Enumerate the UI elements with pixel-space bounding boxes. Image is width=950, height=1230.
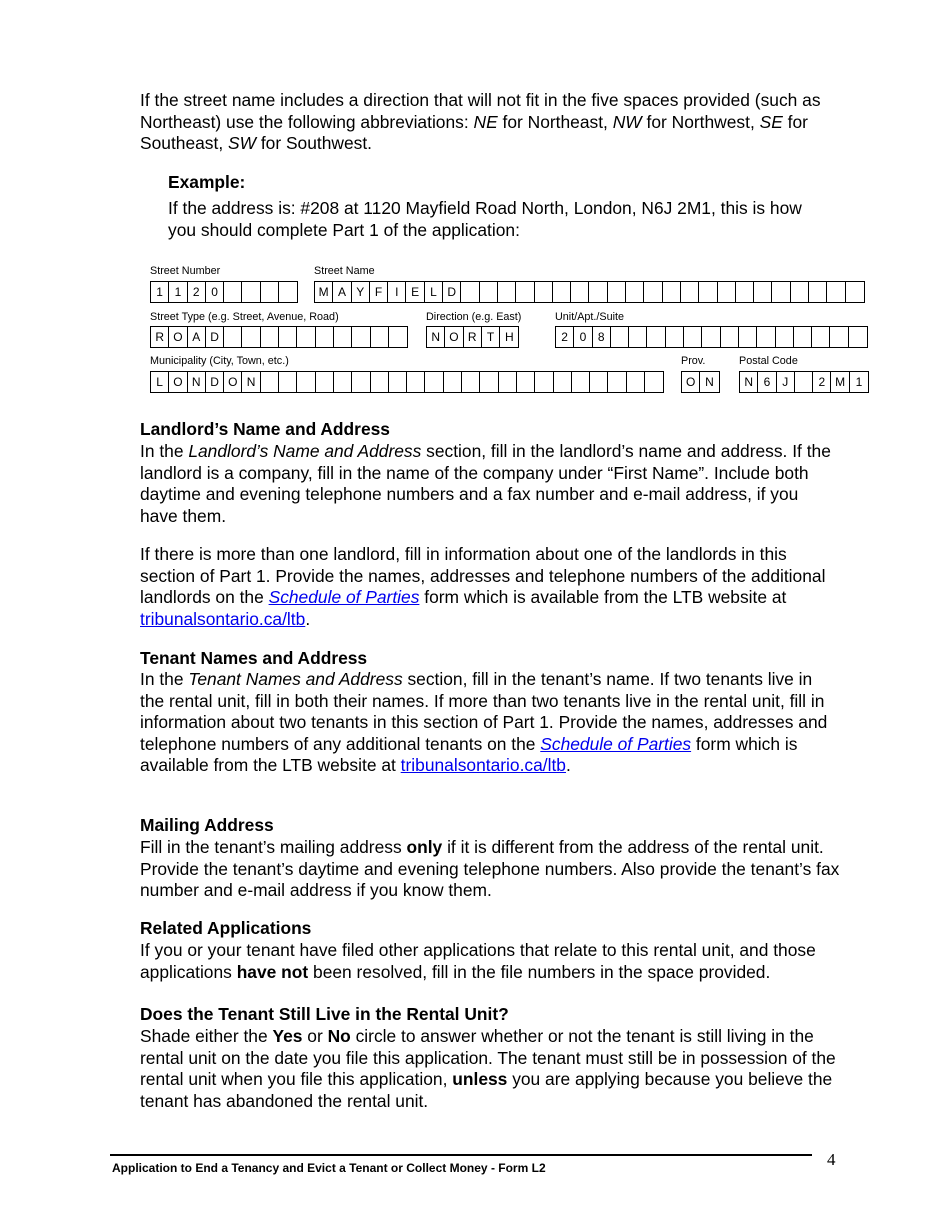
char-box bbox=[535, 282, 553, 302]
intro-text: for Northwest, bbox=[641, 111, 760, 132]
char-box: R bbox=[464, 327, 482, 347]
char-box bbox=[812, 327, 830, 347]
char-box bbox=[389, 327, 407, 347]
char-box: L bbox=[425, 282, 443, 302]
char-box: M bbox=[315, 282, 333, 302]
char-box bbox=[261, 327, 279, 347]
char-box bbox=[849, 327, 867, 347]
related-paragraph bbox=[140, 940, 840, 983]
char-box: 1 bbox=[151, 282, 169, 302]
char-box bbox=[480, 372, 498, 392]
municipality-label: Municipality (City, Town, etc.) bbox=[150, 355, 289, 367]
footer-divider bbox=[110, 1154, 812, 1156]
char-box bbox=[499, 372, 517, 392]
char-box: M bbox=[831, 372, 849, 392]
section-name: Tenant Names and Address bbox=[188, 669, 403, 689]
char-box bbox=[827, 282, 845, 302]
char-box: A bbox=[188, 327, 206, 347]
char-box bbox=[297, 372, 315, 392]
tenant-heading: Tenant Names and Address bbox=[140, 648, 368, 668]
char-box: 2 bbox=[188, 282, 206, 302]
direction-label: Direction (e.g. East) bbox=[426, 311, 522, 323]
char-box: L bbox=[151, 372, 169, 392]
text: If there is more than one landlord, fill in information about one of the landlords in this section of Part 1. Provide the names, addresses and telephone numbers of the additional landlords on the bbox=[140, 544, 826, 608]
text: form which is available from the LTB website at bbox=[140, 733, 798, 776]
text: been resolved, fill in the file numbers in the space provided. bbox=[308, 961, 771, 982]
char-box bbox=[480, 282, 498, 302]
char-box bbox=[757, 327, 775, 347]
char-box bbox=[553, 282, 571, 302]
char-box bbox=[611, 327, 629, 347]
mailing-paragraph bbox=[140, 837, 840, 902]
char-box: 1 bbox=[855, 375, 863, 389]
street-number-label: Street Number bbox=[150, 265, 221, 277]
char-box bbox=[279, 372, 297, 392]
char-box: D bbox=[206, 372, 224, 392]
char-box: 2 bbox=[556, 327, 574, 347]
text: . bbox=[305, 608, 311, 629]
char-box bbox=[589, 282, 607, 302]
char-box bbox=[334, 372, 352, 392]
abbr-ne: NE bbox=[473, 111, 498, 132]
landlord-paragraph-2 bbox=[140, 544, 840, 630]
text: form which is available from the LTB website at bbox=[419, 587, 787, 608]
char-box bbox=[627, 372, 645, 392]
emphasis-no: No bbox=[327, 1026, 351, 1046]
char-box bbox=[517, 372, 535, 392]
street-name-label: Street Name bbox=[314, 265, 375, 277]
footer-title: Application to End a Tenancy and Evict a Tenant or Collect Money - Form L2 bbox=[112, 1161, 546, 1175]
char-box: Y bbox=[352, 282, 370, 302]
char-box bbox=[590, 372, 608, 392]
char-box: 8 bbox=[593, 327, 611, 347]
char-box: O bbox=[169, 327, 187, 347]
text: If you or your tenant have filed other applications that relate to this rental unit, and those applications bbox=[140, 940, 816, 982]
text: circle to answer whether or not the tenant is still living in the rental unit on the date you file this application. The tenant must still be in possession of the rental unit when you file this application, bbox=[140, 1026, 836, 1090]
char-box bbox=[242, 282, 260, 302]
still-live-paragraph bbox=[140, 1026, 840, 1112]
char-box: 0 bbox=[574, 327, 592, 347]
char-box: 0 bbox=[206, 282, 224, 302]
prov-label: Prov. bbox=[681, 355, 706, 367]
char-box bbox=[316, 372, 334, 392]
landlord-heading: Landlord’s Name and Address bbox=[140, 419, 390, 439]
schedule-of-parties-link[interactable]: Schedule of Parties bbox=[540, 733, 692, 754]
abbr-sw: SW bbox=[227, 133, 256, 154]
intro-text: for Southwest. bbox=[256, 133, 372, 154]
char-box bbox=[663, 282, 681, 302]
intro-text: for Southeast, bbox=[140, 111, 808, 154]
char-box bbox=[626, 282, 644, 302]
char-box bbox=[334, 327, 352, 347]
char-box: T bbox=[482, 327, 500, 347]
char-box bbox=[572, 372, 590, 392]
char-box bbox=[736, 282, 754, 302]
text: if it is different from the address of the rental unit. Provide the tenant’s daytime and evening telephone numbers. Also provide the tenant’s fax number and e-mail address if you know them. bbox=[140, 837, 840, 901]
abbr-se: SE bbox=[759, 111, 783, 132]
char-box: J bbox=[777, 372, 795, 392]
char-box bbox=[718, 282, 736, 302]
char-box bbox=[684, 327, 702, 347]
char-box bbox=[794, 327, 812, 347]
char-box bbox=[721, 327, 739, 347]
postal-code-boxes bbox=[739, 371, 869, 393]
char-box bbox=[352, 372, 370, 392]
char-box bbox=[261, 282, 279, 302]
emphasis: only bbox=[406, 837, 443, 857]
char-box: A bbox=[333, 282, 351, 302]
char-box bbox=[389, 372, 407, 392]
section-name: Landlord’s Name and Address bbox=[188, 441, 422, 461]
char-box bbox=[224, 282, 242, 302]
tenant-paragraph bbox=[140, 669, 840, 777]
char-box bbox=[795, 372, 813, 392]
page-number: 4 bbox=[827, 1150, 836, 1169]
text: Fill in the tenant’s mailing address bbox=[140, 837, 407, 857]
char-box: O bbox=[682, 372, 700, 392]
char-box: D bbox=[206, 327, 224, 347]
ltb-website-link[interactable]: tribunalsontario.ca/ltb bbox=[140, 608, 306, 629]
char-box: 2 bbox=[813, 372, 831, 392]
char-box bbox=[316, 327, 334, 347]
emphasis-yes: Yes bbox=[272, 1026, 303, 1046]
direction-boxes bbox=[426, 326, 519, 348]
text: Shade either the bbox=[140, 1026, 273, 1046]
char-box bbox=[772, 282, 790, 302]
emphasis: have not bbox=[236, 961, 309, 982]
char-box: O bbox=[445, 327, 463, 347]
char-box: O bbox=[224, 372, 242, 392]
char-box: F bbox=[370, 282, 388, 302]
char-box bbox=[224, 327, 242, 347]
intro-text: If the street name includes a direction that will not fit in the five spaces provided (such as Northeast) use the following abbreviations: bbox=[140, 90, 821, 132]
char-box bbox=[739, 327, 757, 347]
char-box bbox=[516, 282, 534, 302]
char-box bbox=[407, 372, 425, 392]
text: or bbox=[302, 1026, 328, 1046]
char-box: 1 bbox=[169, 282, 187, 302]
char-box: D bbox=[443, 282, 461, 302]
char-box bbox=[425, 372, 443, 392]
char-box: 6 bbox=[758, 372, 776, 392]
char-box bbox=[699, 282, 717, 302]
text: section, fill in the tenant’s name. If two tenants live in the rental unit, fill in both their names. If more than two tenants live in the rental unit, fill in information about two tenants in this section of Part 1. Provide the names, addresses and telephone numbers of any additional tenants on the bbox=[140, 669, 828, 754]
intro-text: for Northeast, bbox=[497, 111, 613, 132]
char-box bbox=[809, 282, 827, 302]
postal-code-label: Postal Code bbox=[739, 355, 798, 367]
prov-boxes bbox=[681, 371, 720, 393]
char-box bbox=[830, 327, 848, 347]
intro-paragraph bbox=[140, 90, 840, 155]
char-box bbox=[279, 327, 297, 347]
example-heading: Example: bbox=[168, 172, 246, 192]
char-box: N bbox=[705, 375, 714, 389]
unit-label: Unit/Apt./Suite bbox=[555, 311, 625, 323]
char-box bbox=[554, 372, 572, 392]
landlord-paragraph-1 bbox=[140, 441, 840, 527]
ltb-website-link[interactable]: tribunalsontario.ca/ltb bbox=[400, 755, 566, 776]
char-box bbox=[644, 282, 662, 302]
street-type-label: Street Type (e.g. Street, Avenue, Road) bbox=[150, 311, 339, 323]
char-box bbox=[608, 282, 626, 302]
char-box bbox=[498, 282, 516, 302]
municipality-boxes bbox=[150, 371, 664, 393]
char-box bbox=[629, 327, 647, 347]
char-box: N bbox=[242, 372, 260, 392]
char-box bbox=[352, 327, 370, 347]
char-box: N bbox=[427, 327, 445, 347]
char-box bbox=[681, 282, 699, 302]
street-number-boxes bbox=[150, 281, 298, 303]
char-box bbox=[791, 282, 809, 302]
char-box bbox=[647, 327, 665, 347]
char-box: O bbox=[169, 372, 187, 392]
mailing-heading: Mailing Address bbox=[140, 815, 274, 835]
char-box bbox=[462, 372, 480, 392]
still-live-heading: Does the Tenant Still Live in the Rental Unit? bbox=[140, 1004, 509, 1024]
text: you are applying because you believe the tenant has abandoned the rental unit. bbox=[140, 1069, 833, 1111]
char-box bbox=[261, 372, 279, 392]
char-box bbox=[535, 372, 553, 392]
char-box bbox=[461, 282, 479, 302]
char-box bbox=[754, 282, 772, 302]
street-type-boxes bbox=[150, 326, 408, 348]
char-box bbox=[571, 282, 589, 302]
char-box: R bbox=[151, 327, 169, 347]
char-box bbox=[371, 372, 389, 392]
street-name-boxes bbox=[314, 281, 865, 303]
text: In the bbox=[140, 669, 189, 689]
char-box: E bbox=[406, 282, 424, 302]
char-box bbox=[297, 327, 315, 347]
char-box: N bbox=[740, 372, 758, 392]
text: . bbox=[565, 755, 571, 776]
unit-boxes bbox=[555, 326, 868, 348]
char-box: N bbox=[188, 372, 206, 392]
char-box: H bbox=[505, 330, 514, 344]
related-heading: Related Applications bbox=[140, 918, 312, 938]
abbr-nw: NW bbox=[612, 111, 642, 132]
char-box bbox=[371, 327, 389, 347]
example-text: If the address is: #208 at 1120 Mayfield Road North, London, N6J 2M1, this is how you should complete Part 1 of the application: bbox=[168, 198, 802, 240]
text: In the bbox=[140, 441, 189, 461]
char-box bbox=[444, 372, 462, 392]
char-box bbox=[279, 282, 297, 302]
char-box bbox=[846, 282, 864, 302]
emphasis-unless: unless bbox=[452, 1069, 508, 1090]
text: section, fill in the landlord’s name and address. If the landlord is a company, fill in the name of the company under “First Name”. Include both daytime and evening telephone numbers and a fax number and e-mail address, if you have them. bbox=[140, 441, 831, 526]
schedule-of-parties-link[interactable]: Schedule of Parties bbox=[268, 587, 420, 608]
char-box bbox=[608, 372, 626, 392]
char-box bbox=[666, 327, 684, 347]
char-box: I bbox=[388, 282, 406, 302]
char-box bbox=[242, 327, 260, 347]
char-box bbox=[645, 372, 663, 392]
char-box bbox=[702, 327, 720, 347]
char-box bbox=[776, 327, 794, 347]
